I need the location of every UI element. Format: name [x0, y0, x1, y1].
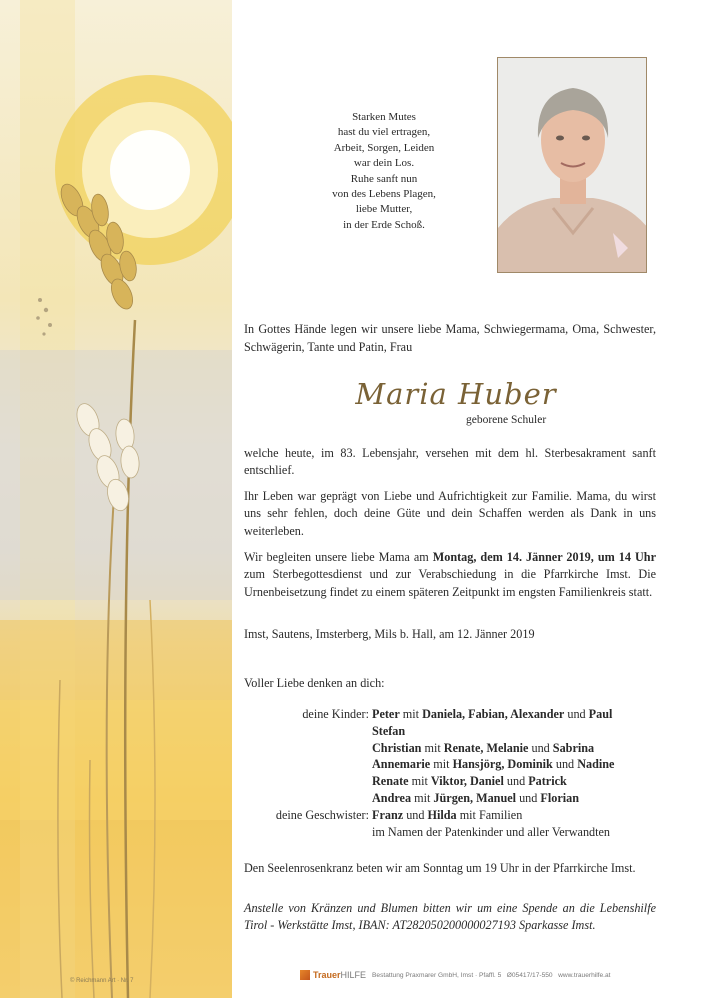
family-name: Nadine [577, 757, 615, 772]
family-row [244, 824, 664, 841]
family-connector: und [403, 807, 428, 822]
family-row [244, 756, 664, 773]
poem-line: in der Erde Schoß. [343, 218, 425, 231]
empty-label [244, 773, 372, 790]
family-name: Franz [372, 807, 404, 822]
siblings-label: deine Geschwister: [275, 807, 369, 822]
footer-company: Bestattung Praxmarer GmbH, Imst · Pfaffl. 5 [372, 971, 502, 979]
wheat-painting [0, 0, 232, 998]
family-entry [372, 773, 664, 790]
art-credit: © Reichmann Art · Nr. 7 [70, 978, 134, 984]
family-connector: mit [408, 774, 431, 789]
family-list [244, 706, 664, 840]
family-name: Peter [372, 707, 400, 721]
empty-label [244, 723, 372, 740]
family-name: Jürgen, Manuel [433, 790, 517, 805]
family-connector: mit [399, 707, 423, 721]
family-connector: und [564, 707, 589, 721]
portrait-photo [497, 57, 647, 273]
poem-line: war dein Los. [353, 157, 415, 170]
trauerhilfe-logo [300, 970, 366, 980]
family-connector: mit Familien [456, 807, 523, 822]
family-name: Annemarie [372, 757, 431, 772]
footer-phone: Ø05417/17-550 [506, 971, 553, 979]
donation-notice: Anstelle von Kränzen und Blumen bitten wir um eine Spende an die Lebenshilfe Tirol - Werkstätte Imst, IBAN: AT282050200000027193 Sparkasse Imst. [244, 901, 656, 932]
family-connector: und [516, 790, 541, 805]
family-row [244, 807, 664, 824]
family-entry [372, 740, 664, 757]
tribute-text: Ihr Leben war geprägt von Liebe und Aufrichtigkeit zur Familie. Mama, du wirst uns sehr fehlen, doch deine Güte und dein Schaffen werden als Dank in uns weiterleben. [244, 489, 656, 538]
family-name: Sabrina [552, 740, 595, 755]
empty-label [244, 824, 372, 841]
poem-line: Arbeit, Sorgen, Leiden [333, 141, 435, 154]
empty-label [244, 756, 372, 773]
family-entry [372, 790, 664, 807]
family-connector: mit [411, 790, 434, 805]
family-name: Hansjörg, Dominik [452, 757, 553, 772]
poem-line: von des Lebens Plagen, [332, 188, 436, 201]
empty-label [244, 790, 372, 807]
service-text-a: Wir begleiten unsere liebe Mama am [244, 550, 433, 564]
family-name: Renate [372, 774, 409, 789]
service-text [244, 549, 656, 601]
family-row [244, 790, 664, 807]
logo-icon [300, 970, 310, 980]
family-name: Andrea [372, 790, 412, 805]
family-name: Stefan [372, 723, 406, 738]
family-name: Viktor, Daniel [430, 774, 504, 789]
service-date: Montag, dem 14. Jänner 2019, um 14 Uhr [432, 550, 656, 564]
poem-line: hast du viel ertragen, [337, 126, 431, 139]
service-text-c: zum Sterbegottesdienst und zur Verabschiedung in die Pfarrkirche Imst. Die Urnenbeisetzung findet zu einem späteren Zeitpunkt im engsten Familienkreis statt. [244, 567, 656, 599]
children-label: deine Kinder: [302, 707, 369, 721]
family-row [244, 723, 664, 740]
family-name: Paul [588, 707, 613, 721]
family-connector: und [528, 740, 553, 755]
poem-line: Starken Mutes [352, 111, 416, 123]
portrait-image [498, 58, 647, 273]
rosary-notice: Den Seelenrosenkranz beten wir am Sonntag um 19 Uhr in der Pfarrkirche Imst. [244, 861, 636, 875]
family-row [244, 706, 664, 723]
family-entry [372, 723, 664, 740]
family-row [244, 740, 664, 757]
empty-label [244, 740, 372, 757]
family-connector: mit [421, 740, 444, 755]
maiden-name: geborene Schuler [466, 414, 547, 426]
family-name: Patrick [528, 774, 567, 789]
family-name: Renate, Melanie [443, 740, 529, 755]
family-connector: mit [430, 757, 453, 772]
memorial-poem [300, 110, 468, 233]
family-name: Christian [372, 740, 422, 755]
family-row [244, 773, 664, 790]
passing-text: welche heute, im 83. Lebensjahr, versehen mit dem hl. Sterbesakrament sanft entschlief. [244, 446, 656, 478]
godchildren-line: im Namen der Patenkinder und aller Verwandten [372, 824, 611, 839]
deceased-name: Maria Huber [355, 377, 557, 411]
footer [300, 970, 611, 980]
family-name: Daniela, Fabian, Alexander [422, 707, 565, 721]
family-name: Hilda [427, 807, 457, 822]
intro-text: In Gottes Hände legen wir unsere liebe Mama, Schwiegermama, Oma, Schwester, Schwägerin, Tante und Patin, Frau [244, 322, 656, 354]
family-connector: und [503, 774, 529, 789]
family-entry [372, 807, 664, 824]
footer-web: www.trauerhilfe.at [558, 971, 611, 979]
family-entry [372, 756, 664, 773]
family-connector: und [552, 757, 578, 772]
mourners-heading: Voller Liebe denken an dich: [244, 676, 385, 690]
poem-line: liebe Mutter, [355, 203, 413, 216]
logo-text-a: Trauer [313, 970, 341, 980]
place-date: Imst, Sautens, Imsterberg, Mils b. Hall, am 12. Jänner 2019 [244, 627, 535, 641]
family-name: Florian [540, 790, 579, 805]
logo-text-b: HILFE [340, 970, 367, 980]
family-entry [372, 706, 664, 723]
poem-line: Ruhe sanft nun [350, 172, 418, 185]
decorative-artwork [0, 0, 232, 998]
